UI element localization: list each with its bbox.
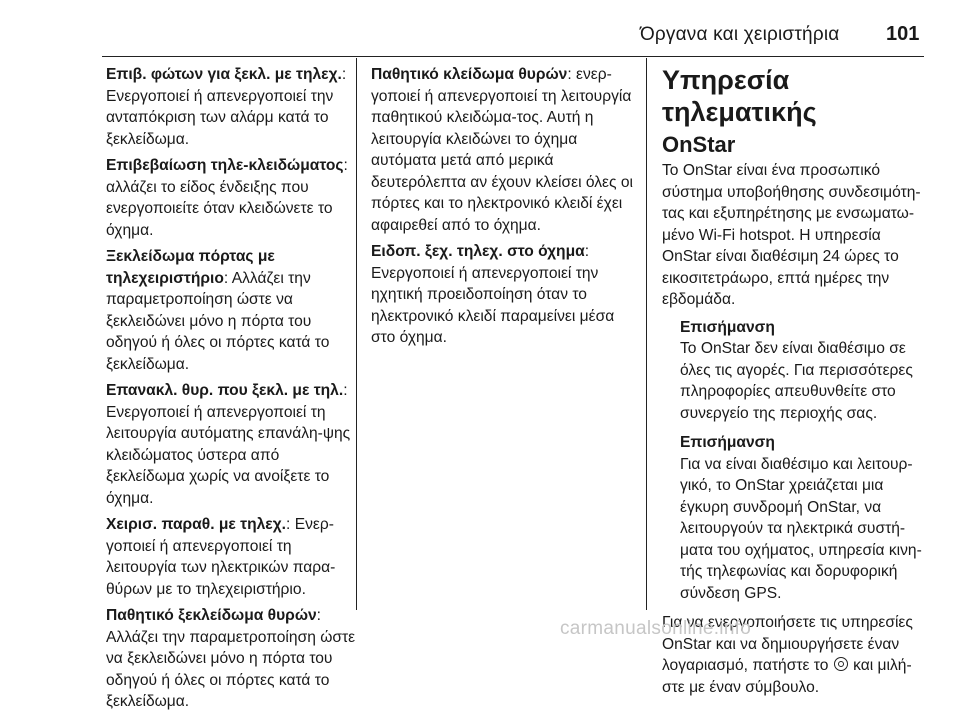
setting-entry — [106, 64, 356, 150]
note-text: Το OnStar δεν είναι διαθέσιμο σε όλες τις αγορές. Για περισσότερες πληροφορίες απευθυνθείτε στο συνεργείο της περιοχής σας. — [680, 340, 913, 422]
term-separator: : — [343, 157, 348, 174]
setting-term: Επανακλ. θυρ. που ξεκλ. με τηλ. — [106, 382, 344, 399]
header-rule — [102, 56, 924, 57]
setting-entry — [106, 380, 356, 509]
section-heading: Υπηρεσία τηλεματικής — [662, 65, 817, 127]
intro-paragraph: Το OnStar είναι ένα προσωπικό σύστημα υποβοήθησης συνδεσιμότη-τας και εξυπηρέτησης με ενσωματω-μένο Wi-Fi hotspot. Η υπηρεσία OnStar είναι διαθέσιμη 24 ώρες το εικοσιτετράωρο, επτά ημέρες την εβδομάδα. — [662, 162, 921, 308]
term-separator: : — [567, 66, 572, 83]
setting-term: Ειδοπ. ξεχ. τηλεχ. στο όχημα — [371, 243, 585, 260]
term-separator: : — [341, 66, 347, 83]
column-divider — [646, 58, 647, 610]
setting-entry — [106, 514, 356, 600]
setting-entry — [106, 155, 356, 241]
setting-description: Αλλάζει την παραμετροποίηση ώστε να ξεκλειδώνει μόνο η πόρτα του οδηγού ή όλες οι πόρτες κατά το ξεκλείδωμα. — [106, 269, 330, 373]
term-separator: : — [584, 243, 590, 260]
note-block — [680, 432, 926, 604]
page-header — [0, 0, 960, 60]
watermark: carmanualsonline.info — [560, 618, 752, 639]
setting-description: ενερ-γοποιεί ή απενεργοποιεί τη λειτουργία παθητικού κλειδώμα-τος. Αυτή η λειτουργία κλειδώνει το όχημα αυτόματα μετά από μερικά δευτερόλεπτα αν έχουν κλείσει όλες οι πόρτες και το ηλεκτρονικό κλειδί έχει αφαιρεθεί από το όχημα. — [371, 66, 633, 234]
column-right — [662, 64, 926, 704]
setting-description: Αλλάζει την παραμετροποίηση ώστε να ξεκλειδώνει μόνο η πόρτα του οδηγού ή όλες οι πόρτες κατά το ξεκλείδωμα. — [106, 628, 356, 710]
term-separator: : — [286, 516, 291, 533]
setting-term: Παθητικό ξεκλείδωμα θυρών — [106, 607, 317, 624]
setting-entry — [106, 605, 356, 713]
column-divider — [356, 58, 357, 610]
setting-term: Επιβεβαίωση τηλε-κλειδώματος — [106, 157, 344, 174]
closing-text: και μιλή-στε με έναν σύμβουλο. — [662, 657, 912, 696]
setting-description: Ενεργοποιεί ή απενεργοποιεί την ηχητική προειδοποίηση όταν το ηλεκτρονικό κλειδί παραμείνει μέσα στο όχημα. — [371, 264, 615, 346]
onstar-button-icon — [834, 657, 848, 671]
page-number: 101 — [886, 23, 920, 45]
setting-term: Παθητικό κλείδωμα θυρών — [371, 66, 568, 83]
setting-description: Ενεργοποιεί ή απενεργοποιεί τη λειτουργία αυτόματης επανάλη-ψης κλειδώματος ύστερα από ξεκλείδωμα χωρίς να ανοίξετε το όχημα. — [106, 403, 351, 507]
setting-term: Χειρισ. παραθ. με τηλεχ. — [106, 516, 287, 533]
setting-description: Ενερ-γοποιεί ή απενεργοποιεί τη λειτουργία των ηλεκτρικών παρα-θύρων με το τηλεχειριστήριο. — [106, 516, 336, 598]
note-title: Επισήμανση — [680, 434, 775, 451]
setting-term: Ξεκλείδωμα πόρτας με τηλεχειριστήριο — [106, 248, 275, 287]
setting-entry — [371, 241, 641, 349]
note-text: Για να είναι διαθέσιμο και λειτουρ-γικό, το OnStar χρειάζεται μια έγκυρη συνδρομή OnStar, να λειτουργούν τα ηλεκτρικά συστή-ματα του οχήματος, υπηρεσία κινη-τής τηλεφωνίας και δορυφορική σύνδεση GPS. — [680, 455, 922, 602]
column-middle — [371, 64, 641, 354]
term-separator: : — [316, 607, 322, 624]
subsection-heading: OnStar — [662, 132, 736, 157]
note-block — [680, 317, 926, 425]
column-left — [106, 64, 356, 718]
setting-entry — [371, 64, 641, 236]
section-title: Όργανα και χειριστήρια — [640, 24, 840, 45]
note-title: Επισήμανση — [680, 318, 775, 336]
closing-text: Για να ενεργοποιήσετε τις υπηρεσίες OnStar και να δημιουργήσετε έναν λογαριασμό, πατήστε το — [662, 614, 913, 674]
term-separator: : — [343, 382, 348, 399]
setting-entry — [106, 246, 356, 375]
setting-description: αλλάζει το είδος ένδειξης που ενεργοποιείτε όταν κλειδώνετε το όχημα. — [106, 178, 333, 239]
setting-term: Επιβ. φώτων για ξεκλ. με τηλεχ. — [106, 66, 342, 83]
setting-description: Ενεργοποιεί ή απενεργοποιεί την ανταπόκριση των αλάρμ κατά το ξεκλείδωμα. — [106, 87, 334, 148]
term-separator: : — [223, 269, 229, 287]
